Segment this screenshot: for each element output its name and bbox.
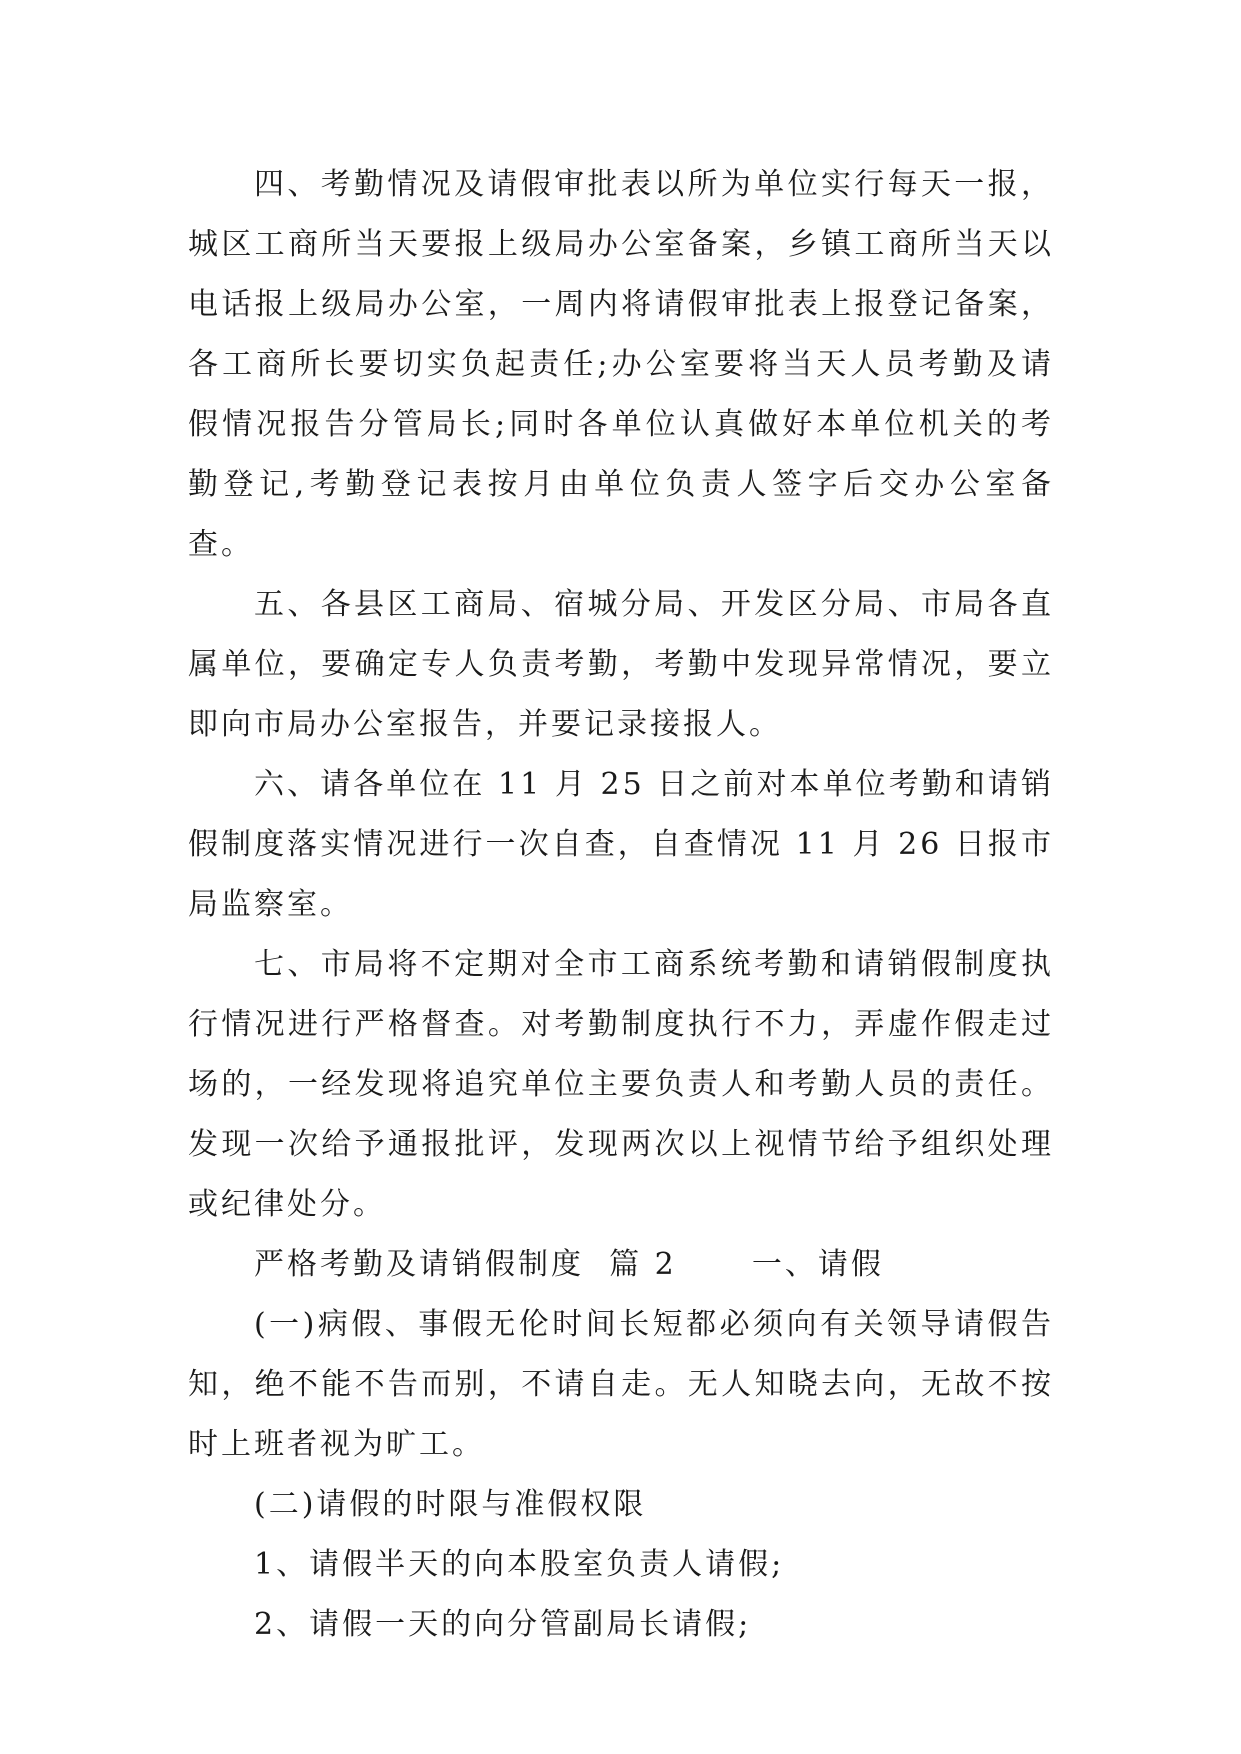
paragraph-6-self-inspection: 六、请各单位在 11 月 25 日之前对本单位考勤和请销假制度落实情况进行一次自查，自查情况 11 月 26 日报市局监察室。 xyxy=(188,767,1054,922)
paragraph-leave-item-1: 1、请假半天的向本股室负责人请假; xyxy=(254,1547,785,1582)
paragraph-leave-item-2: 2、请假一天的向分管副局长请假; xyxy=(254,1607,752,1642)
document-body xyxy=(188,155,1054,1655)
paragraph-leave-rule-1: (一)病假、事假无伦时间长短都必须向有关领导请假告知，绝不能不告而别，不请自走。无人知晓去向，无故不按时上班者视为旷工。 xyxy=(188,1307,1054,1462)
paragraph-5-designated-staff: 五、各县区工商局、宿城分局、开发区分局、市局各直属单位，要确定专人负责考勤，考勤中发现异常情况，要立即向市局办公室报告，并要记录接报人。 xyxy=(188,587,1054,742)
section-heading-part-2: 严格考勤及请销假制度 篇 2 一、请假 xyxy=(254,1247,884,1282)
paragraph-leave-rule-2: (二)请假的时限与准假权限 xyxy=(254,1487,647,1522)
paragraph-4-attendance-reporting: 四、考勤情况及请假审批表以所为单位实行每天一报，城区工商所当天要报上级局办公室备案，乡镇工商所当天以电话报上级局办公室，一周内将请假审批表上报登记备案，各工商所长要切实负起责任;办公室要将当天人员考勤及请假情况报告分管局长;同时各单位认真做好本单位机关的考勤登记,考勤登记表按月由单位负责人签字后交办公室备查。 xyxy=(188,167,1054,562)
paragraph-7-supervision: 七、市局将不定期对全市工商系统考勤和请销假制度执行情况进行严格督查。对考勤制度执行不力，弄虚作假走过场的，一经发现将追究单位主要负责人和考勤人员的责任。发现一次给予通报批评，发现两次以上视情节给予组织处理或纪律处分。 xyxy=(188,947,1054,1222)
